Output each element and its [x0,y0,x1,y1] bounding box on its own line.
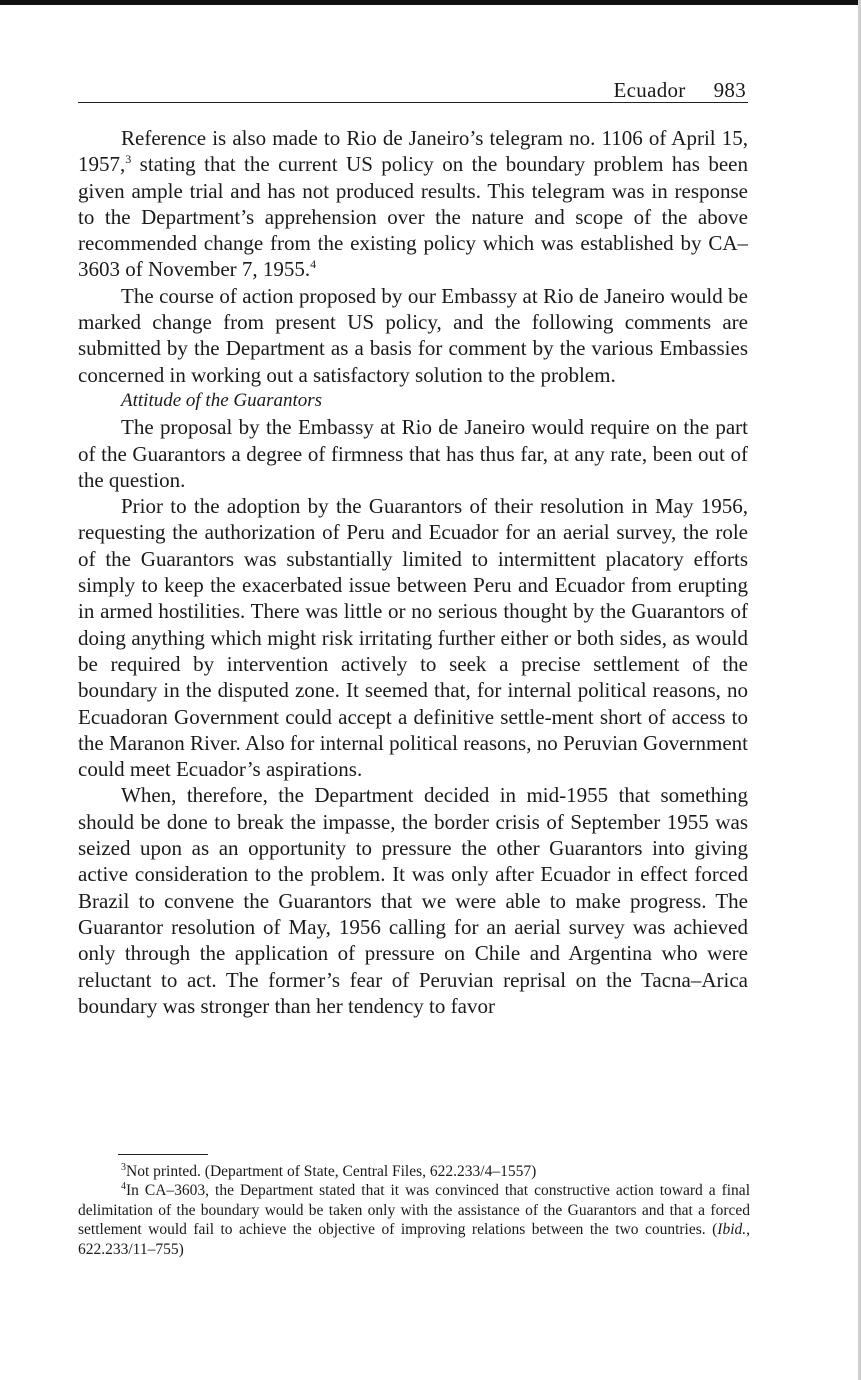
footnote-rule [118,1154,208,1155]
paragraph-1-text-b: stating that the current US policy on the boundary problem has been given ample trial and has not produced results. This telegram was in response to the Department’s apprehension over the nature and scope of the above recommended change from the existing policy which was established by CA–3603 of November 7, 1955. [78,152,748,282]
footnote-ref-4: 4 [310,257,317,272]
footnote-3-mark: 3 [121,1161,126,1173]
footnote-ref-3: 3 [125,152,132,167]
page-number: 983 [713,78,746,102]
footnote-3 [78,1162,750,1181]
footnote-4-text-a: In CA–3603, the Department stated that it was convinced that constructive action toward a final delimitation of the boundary would be taken only with the assistance of the Guarantors and that a forced settlement would fail to achieve the objective of improving relations between the two countries. ( [78,1182,750,1239]
footnote-3-text: Not printed. (Department of State, Central Files, 622.233/4–1557) [126,1163,537,1180]
running-header [78,76,748,103]
footnotes [78,1162,750,1259]
paragraph-1 [78,125,748,283]
body-text [78,125,748,1019]
paragraph-3: The proposal by the Embassy at Rio de Janeiro would require on the part of the Guarantors a degree of firmness that has thus far, at any rate, been out of the question. [78,415,748,492]
paragraph-2: The course of action proposed by our Embassy at Rio de Janeiro would be marked change from present US policy, and the following comments are submitted by the Department as a basis for comment by the various Embassies concerned in working out a satisfactory solution to the problem. [78,283,748,387]
running-title: Ecuador [613,78,686,102]
section-heading: Attitude of the Guarantors [121,389,323,411]
scan-top-border [0,0,861,5]
paragraph-5: When, therefore, the Department decided in mid-1955 that something should be done to break the impasse, the border crisis of September 1955 was seized upon as an opportunity to pressure the other Guarantors into giving active consideration to the problem. It was only after Ecuador in effect forced Brazil to convene the Guarantors that we were able to make progress. The Guarantor resolution of May, 1956 calling for an aerial survey was achieved only through the application of pressure on Chile and Argentina who were reluctant to act. The former’s fear of Peruvian reprisal on the Tacna–Arica boundary was stronger than her tendency to favor [78,783,748,1018]
paragraph-4: Prior to the adoption by the Guarantors of their resolution in May 1956, requesting the authorization of Peru and Ecuador for an aerial survey, the role of the Guarantors was substantially limited to intermittent placatory efforts simply to keep the exacerbated issue between Peru and Ecuador from erupting in armed hostilities. There was little or no serious thought by the Guarantors of doing anything which might risk irritating further either or both sides, as would be required by intervention actively to seek a precise settlement of the boundary in the disputed zone. It seemed that, for internal political reasons, no Ecuadoran Government could accept a definitive settle-ment short of access to the Maranon River. Also for internal political reasons, no Peruvian Government could meet Ecuador’s aspirations. [78,494,748,782]
footnote-4-ibid: Ibid., [717,1221,750,1239]
header-text [614,78,746,103]
paragraph-1-text-a: Reference is also made to Rio de Janeiro’s telegram no. 1106 of April 15, 1957, [78,126,748,177]
footnote-4 [78,1181,750,1259]
footnote-4-mark: 4 [121,1181,126,1193]
footnote-4-text-b: 622.233/11–755) [78,1240,184,1258]
